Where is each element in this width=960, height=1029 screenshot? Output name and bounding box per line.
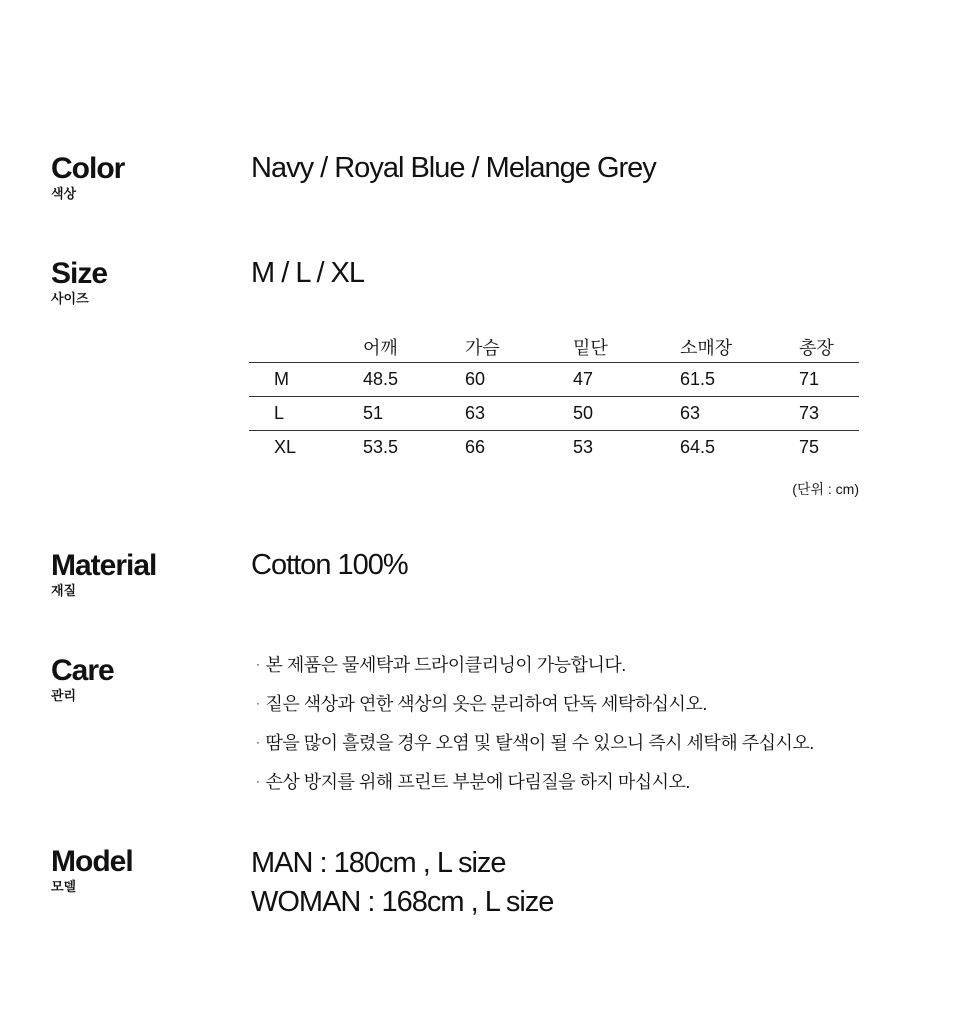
size-table-header: 어깨	[363, 338, 398, 358]
size-table-header	[249, 332, 363, 363]
bullet: ·	[256, 774, 260, 788]
size-label-en: Size	[51, 257, 108, 290]
table-row	[249, 363, 859, 397]
table-cell: 60	[465, 363, 573, 397]
table-cell: 50	[573, 397, 680, 431]
bullet: ·	[256, 657, 260, 671]
size-table-header: 가슴	[465, 338, 500, 358]
material-label-ko: 재질	[51, 583, 77, 598]
care-item-text: 땀을 많이 흘렸을 경우 오염 및 탈색이 될 수 있으니 즉시 세탁해 주십시오.	[265, 733, 814, 753]
table-cell: 53.5	[363, 431, 465, 465]
table-cell: 75	[799, 431, 859, 465]
table-cell: 51	[363, 397, 465, 431]
care-item-text: 손상 방지를 위해 프린트 부분에 다림질을 하지 마십시오.	[265, 772, 690, 792]
model-label	[51, 847, 133, 895]
bullet: ·	[256, 696, 260, 710]
color-label-ko: 색상	[51, 186, 77, 201]
size-table	[249, 332, 859, 464]
material-label-en: Material	[51, 549, 157, 582]
size-table-header: 총장	[799, 338, 834, 358]
material-value: Cotton 100%	[251, 549, 408, 581]
size-table-header: 밑단	[573, 338, 608, 358]
model-label-en: Model	[51, 845, 133, 878]
table-cell: 66	[465, 431, 573, 465]
table-cell: M	[249, 363, 363, 397]
list-item	[256, 769, 814, 808]
table-cell: 63	[680, 397, 799, 431]
color-label-en: Color	[51, 152, 125, 185]
care-list	[256, 652, 814, 808]
size-table-header: 소매장	[680, 338, 733, 358]
table-row	[249, 431, 859, 465]
list-item	[256, 652, 814, 691]
care-label-ko: 관리	[51, 688, 77, 703]
care-label-en: Care	[51, 654, 114, 687]
table-cell: L	[249, 397, 363, 431]
bullet: ·	[256, 735, 260, 749]
color-value: Navy / Royal Blue / Melange Grey	[251, 152, 656, 184]
size-value: M / L / XL	[251, 257, 365, 289]
size-label-ko: 사이즈	[51, 291, 89, 306]
material-label	[51, 551, 156, 599]
care-item-text: 짙은 색상과 연한 색상의 옷은 분리하여 단독 세탁하십시오.	[265, 694, 707, 714]
model-label-ko: 모델	[51, 879, 77, 894]
table-cell: 61.5	[680, 363, 799, 397]
care-label	[51, 656, 114, 704]
table-row	[249, 397, 859, 431]
list-item	[256, 730, 814, 769]
table-cell: XL	[249, 431, 363, 465]
table-cell: 64.5	[680, 431, 799, 465]
color-label	[51, 154, 124, 202]
list-item	[256, 691, 814, 730]
model-value	[251, 844, 553, 922]
model-line-man: MAN : 180cm , L size	[251, 847, 506, 879]
table-cell: 47	[573, 363, 680, 397]
care-item-text: 본 제품은 물세탁과 드라이클리닝이 가능합니다.	[265, 655, 626, 675]
table-cell: 71	[799, 363, 859, 397]
model-line-woman: WOMAN : 168cm , L size	[251, 886, 554, 918]
size-label	[51, 259, 107, 307]
size-table-header-row	[249, 332, 859, 363]
table-cell: 63	[465, 397, 573, 431]
table-cell: 53	[573, 431, 680, 465]
size-unit-note: (단위 : cm)	[792, 481, 859, 497]
table-cell: 48.5	[363, 363, 465, 397]
table-cell: 73	[799, 397, 859, 431]
